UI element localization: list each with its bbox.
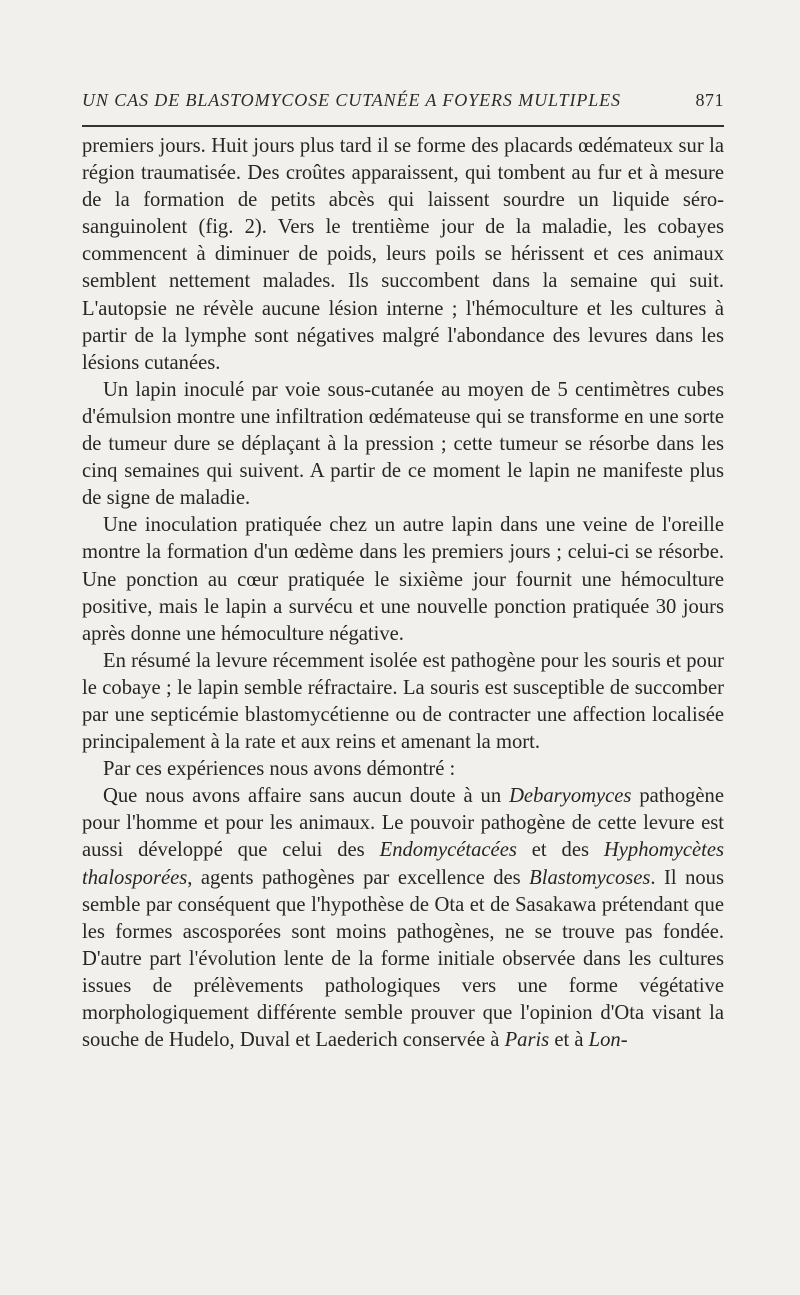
italic-term: Debaryomyces — [509, 785, 632, 808]
text-run: premiers jours. Huit jours plus tard il se forme des placards œdémateux sur la région traumatisée. Des croûtes apparaissent, qui tombent au fur et à mesure de la formation de petits abcès qui laissent sourdre un liquide séro-sanguinolent (fig. 2). Vers le trentième jour de la maladie, les cobayes commencent à diminuer de poids, leurs poils se hérissent et ces animaux semblent nettement malades. Ils succombent dans la semaine qui suit. L'autopsie ne révèle aucune lésion interne ; l'hémoculture et les cultures à partir de la lymphe sont négatives malgré l'abondance des levures dans les lésions cutanées. — [82, 135, 724, 374]
running-title: UN CAS DE BLASTOMYCOSE CUTANÉE A FOYERS MULTIPLES — [82, 90, 621, 110]
italic-term: Blastomycoses — [529, 866, 651, 889]
italic-term: Paris — [504, 1029, 550, 1052]
italic-term: Lon- — [588, 1029, 628, 1052]
text-run: En résumé la levure récemment isolée est pathogène pour les souris et pour le cobaye ; le lapin semble réfractaire. La souris est susceptible de succomber par une septicémie blastomycétienne ou de contracter une affection localisée principalement à la rate et aux reins et amenant la mort. — [82, 649, 724, 754]
italic-term: Endomycétacées — [379, 839, 517, 862]
text-run: Que nous avons affaire sans aucun doute à un — [103, 785, 510, 808]
text-run: . Il nous semble par conséquent que l'hypothèse de Ota et de Sasakawa prétendant que les formes ascosporées sont moins pathogènes, ne se trouve pas fondée. D'autre part l'évolution lente de la forme initiale observée dans les cultures issues de prélèvements pathologiques vers une forme végétative morphologiquement différente semble prouver que l'opinion d'Ota visant la souche de Hudelo, Duval et Laederich conservée à — [82, 866, 724, 1052]
paragraph — [82, 377, 724, 512]
text-run: pathogène pour l'homme et pour les animaux. Le pouvoir pathogène de cette levure est aussi développé que celui des — [82, 785, 724, 862]
running-header — [82, 82, 724, 118]
text-run: Une inoculation pratiquée chez un autre lapin dans une veine de l'oreille montre la formation d'un œdème dans les premiers jours ; celui-ci se résorbe. Une ponction au cœur pratiquée le sixième jour fournit une hémoculture positive, mais le lapin a survécu et une nouvelle ponction pratiquée 30 jours après donne une hémoculture négative. — [82, 514, 724, 645]
paragraph — [82, 648, 724, 756]
paragraph — [82, 512, 724, 647]
text-run: , agents pathogènes par excellence des — [187, 866, 530, 889]
page-number: 871 — [695, 90, 724, 110]
book-page — [82, 82, 724, 1054]
italic-term: Hyphomycètes thalosporées — [82, 839, 724, 889]
paragraph — [82, 133, 724, 377]
paragraph — [82, 783, 724, 1054]
body-text — [82, 133, 724, 1054]
text-run: Par ces expériences nous avons démontré : — [103, 758, 456, 781]
header-rule — [82, 125, 724, 127]
text-run: Un lapin inoculé par voie sous-cutanée au moyen de 5 centimètres cubes d'émulsion montre une infiltration œdémateuse qui se transforme en une sorte de tumeur dure se déplaçant à la pression ; cette tumeur se résorbe dans les cinq semaines qui suivent. A partir de ce moment le lapin ne manifeste plus de signe de maladie. — [82, 378, 724, 510]
text-run: et à — [549, 1029, 589, 1052]
text-run: et des — [516, 839, 604, 862]
paragraph — [82, 756, 724, 783]
